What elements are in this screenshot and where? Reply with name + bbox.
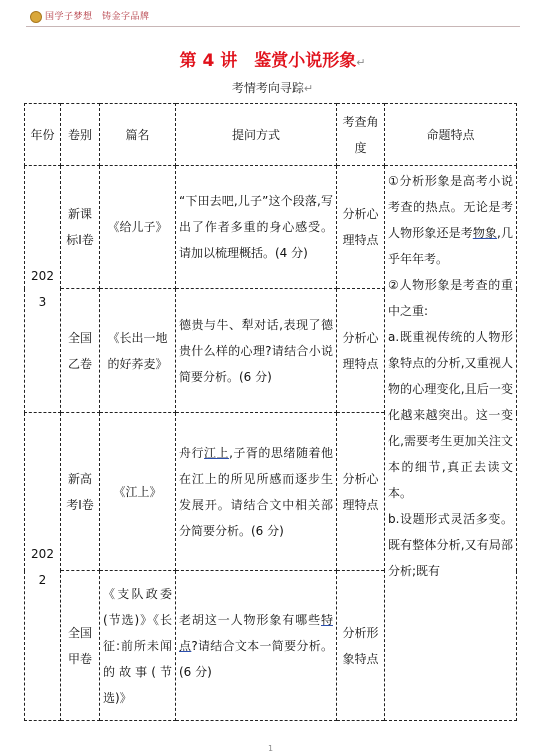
feature-point-3: a.既重视传统的人物形象特点的分析,又重视人物的心理变化,且后一变化越来越突出。这一变化,需要考生更加关注文本的细节,真正去读文本。 — [388, 330, 513, 500]
header-paper: 卷别 — [61, 104, 100, 166]
feature-point-4: b.设题形式灵活多变。既有整体分析,又有局部分析;既有 — [388, 512, 513, 578]
underlined-term: 江上 — [204, 445, 230, 460]
table-row — [25, 166, 517, 289]
header-angle: 考查角度 — [337, 104, 385, 166]
feature-point-1: ①分析形象是高考小说考查的热点。无论是考人物形象还是考物象,几乎年年考。 — [388, 174, 513, 266]
features-cell — [385, 166, 517, 721]
brand-logo-icon — [30, 11, 42, 23]
exam-analysis-table — [24, 103, 517, 721]
question-cell: 舟行江上,子胥的思绪随着他在江上的所见所感而逐步生发展开。请结合文中相关部分简要分析。(6 分) — [176, 413, 337, 571]
angle-cell: 分析心理特点 — [337, 289, 385, 413]
angle-cell: 分析心理特点 — [337, 166, 385, 289]
paragraph-mark-icon: ↵ — [356, 56, 366, 69]
header-year: 年份 — [25, 104, 61, 166]
paper-cell: 全国乙卷 — [61, 289, 100, 413]
subtitle-text: 考情考向寻踪 — [231, 81, 304, 95]
paper-cell: 新高考Ⅰ卷 — [61, 413, 100, 571]
table-header-row — [25, 104, 517, 166]
page-title — [0, 46, 545, 71]
page-header — [26, 8, 520, 27]
year-cell: 2023 — [25, 166, 61, 413]
feature-point-2: ②人物形象是考查的重中之重: — [388, 278, 513, 318]
question-cell: 德贵与牛、犁对话,表现了德贵什么样的心理?请结合小说简要分析。(6 分) — [176, 289, 337, 413]
paper-cell: 全国甲卷 — [61, 571, 100, 721]
year-cell: 2022 — [25, 413, 61, 721]
angle-cell: 分析心理特点 — [337, 413, 385, 571]
underlined-term: 特点 — [179, 612, 333, 653]
header-features: 命题特点 — [385, 104, 517, 166]
work-cell: 《支队政委(节选)》《长征:前所未闻的故事(节选)》 — [100, 571, 176, 721]
angle-cell: 分析形象特点 — [337, 571, 385, 721]
question-cell: 老胡这一人物形象有哪些特点?请结合文本一简要分析。(6 分) — [176, 571, 337, 721]
work-cell: 《江上》 — [100, 413, 176, 571]
page-subtitle — [0, 79, 545, 96]
work-cell: 《给儿子》 — [100, 166, 176, 289]
title-text: 第 4 讲 鉴赏小说形象 — [179, 51, 357, 71]
paragraph-mark-icon: ↵ — [303, 82, 314, 95]
header-slogan: 国学子梦想 铸金字品牌 — [45, 12, 150, 22]
underlined-term: 物象 — [472, 226, 498, 240]
header-question: 提问方式 — [176, 104, 337, 166]
header-work: 篇名 — [100, 104, 176, 166]
work-cell: 《长出一地的好荞麦》 — [100, 289, 176, 413]
page-footer-mark: 1 — [268, 744, 274, 753]
question-cell: “下田去吧,儿子”这个段落,写出了作者多重的身心感受。请加以梳理概括。(4 分) — [176, 166, 337, 289]
paper-cell: 新课标Ⅰ卷 — [61, 166, 100, 289]
